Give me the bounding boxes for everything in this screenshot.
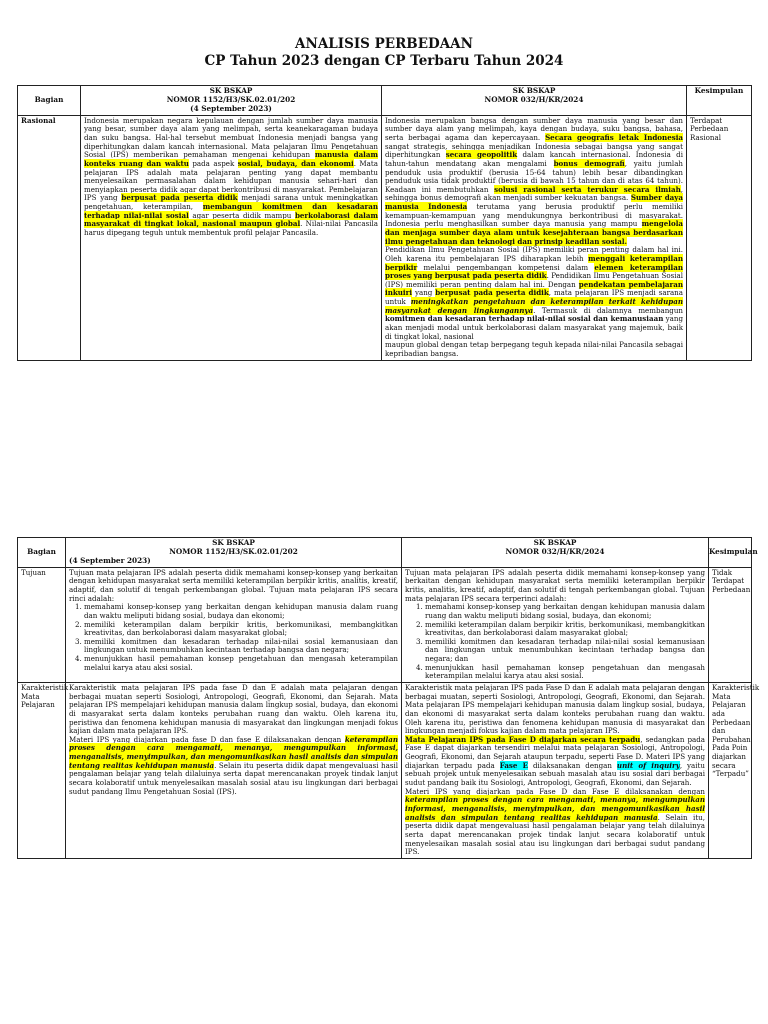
- text-segment: , sehingga bonus demografi akan menjadi sumber kekuatan bangsa.: [385, 184, 683, 203]
- highlighted-text: berpusat pada peserta didik: [121, 193, 238, 203]
- text-segment: sangat strategis, sehingga menjadikan Indonesia sebagai bangsa yang sangat diperhitungkan: [385, 141, 683, 160]
- header-old-nomor: NOMOR 1152/H3/SK.02.01/202: [169, 546, 298, 556]
- header-old: [66, 538, 402, 568]
- highlighted-text: menggali keterampilan berpikir: [385, 253, 683, 272]
- text-segment: Pendidikan Ilmu Pengetahuan Sosial (IPS) memiliki peran penting dalam hal ini. Oleh karena itu pembelajaran IPS diharapkan lebih: [385, 245, 683, 263]
- row-label: Karakteristik Mata Pelajaran: [18, 683, 66, 859]
- text-segment: menjadi sarana untuk meningkatkan pengetahuan, keterampilan,: [84, 193, 378, 212]
- list-item: 2. memiliki keterampilan dalam berpikir kritis, berkomunikasi, membangkitkan kreativitas, dan berkolaborasi dalam masyarakat global;: [425, 621, 705, 638]
- table-header: [18, 538, 752, 568]
- highlighted-text: manusia dalam konteks ruang dan waktu: [84, 150, 378, 168]
- text-segment: . Pendidikan Ilmu Pengetahuan Sosial (IPS) memiliki peran penting dalam hal ini. Dengan: [385, 271, 683, 289]
- text-segment: maupun global dengan tetap berpegang teguh kepada nilai-nilai Pancasila sebagai kepribadian bangsa.: [385, 340, 683, 358]
- text-segment: Materi IPS yang diajarkan pada Fase D dan Fase E dilaksanakan dengan: [405, 786, 705, 796]
- list-item: 4. menunjukkan hasil pemahaman konsep pengetahuan dan mengasah keterampilan melalui karya atau aksi sosial.: [84, 655, 398, 672]
- highlighted-text: pendekatan pembelajaran inkuiri: [385, 279, 684, 298]
- text-segment: . Termasuk di dalamnya membangun: [533, 305, 683, 315]
- text-segment: melalui pengembangan kompetensi dalam: [417, 262, 595, 272]
- header-old-nomor: NOMOR 1152/H3/SK.02.01/202: [166, 94, 296, 104]
- text-segment: terutama yang berusia produktif perlu memiliki kemampuan-kemampuan yang mendukungnya berkontribusi di masyarakat. Indonesia perlu menghasilkan sumber daya manusia yang mampu: [385, 202, 684, 229]
- doc-subtitle: CP Tahun 2023 dengan CP Terbaru Tahun 2024: [204, 53, 564, 69]
- cell-new: [402, 683, 709, 859]
- header-new-nomor: NOMOR 032/H/KR/2024: [505, 546, 605, 556]
- text-segment: , mata pelajaran IPS menjadi sarana untuk: [385, 288, 683, 307]
- text-segment: , yaitu sebuah projek untuk menyelesaikan sebuah masalah atau isu sosial dari berbagai sudut pandang baik itu Sosiologi, Antropologi, Geografi, Ekonomi, dan Sejarah.: [405, 760, 705, 788]
- header-old-sk: SK BSKAP: [212, 538, 255, 547]
- header-old-sk: SK BSKAP: [209, 86, 253, 95]
- new-list: [405, 603, 705, 681]
- text-segment: pada aspek: [188, 158, 238, 168]
- cell-kesimpulan: Terdapat Perbedaan Rasional: [687, 115, 752, 360]
- highlighted-text: solusi rasional serta terukur secara ilmiah: [494, 184, 681, 194]
- highlighted-text: mengelola dan menjaga sumber daya alam untuk kesejahteraan bangsa berdasarkan ilmu pengetahuan dan teknologi dan prinsip keadilan sosial.: [385, 219, 683, 246]
- text-segment: agar peserta didik mampu: [188, 210, 295, 220]
- highlighted-text: keterampilan proses dengan cara mengamati, menanya, mengumpulkan informasi, menganalisis, menyimpulkan, dan mengomunikasikan hasil analisis dan simpulan tentang realitas kehidupan manusia: [405, 795, 705, 822]
- highlighted-text: membangun komitmen dan kesadaran terhadap nilai-nilai sosial: [84, 202, 378, 220]
- old-intro: Tujuan mata pelajaran IPS adalah peserta didik memahami konsep-konsep yang berkaitan dengan kehidupan masyarakat serta memiliki keterampilan berpikir kritis, analitis, kreatif, adaptif, dan solutif di tengah perkembangan global. Tujuan mata pelajaran IPS secara rinci adalah:: [69, 567, 398, 603]
- text-segment: , yaitu jumlah penduduk usia produktif (berusia 15-64 tahun) lebih besar dibandingkan penduduk usia tidak produktif (berusia di bawah 15 tahun dan di atas 64 tahun). Keadaan ini membutuhkan: [385, 158, 683, 194]
- old-list: [69, 603, 398, 672]
- text-segment: . Mata pelajaran IPS adalah mata pelajaran penting yang dapat membantu menyelesaikan permasalahan dalam kehidupan manusia sehari-hari dan menyiapkan peserta didik agar dapat berkontribusi di masyarakat. Pembelajaran IPS yang: [84, 158, 378, 203]
- header-new: [402, 538, 709, 568]
- table-row: [18, 115, 752, 360]
- cell-old: [66, 683, 402, 859]
- doc-title: ANALISIS PERBEDAAN: [295, 36, 473, 52]
- highlighted-text: unit of inquiry: [616, 760, 680, 770]
- header-kesimpulan: Kesimpulan: [709, 538, 752, 568]
- header-new-sk: SK BSKAP: [533, 538, 577, 547]
- list-item: 2. memiliki keterampilan dalam berpikir kritis, berkomunikasi, membangkitkan kreativitas, dan berkolaborasi dalam masyarakat global;: [84, 621, 398, 638]
- list-item: 3. memiliki komitmen dan kesadaran terhadap nilai-nilai sosial kemanusiaan dan lingkungan untuk menumbuhkan kecintaan terhadap bangsa dan negara;: [84, 638, 398, 655]
- text-segment: Indonesia merupakan negara kepulauan dengan jumlah sumber daya manusia yang besar, sumber daya alam yang melimpah, serta keanekaragaman budaya dan suku bangsa. Hal-hal tersebut membuat Indonesia menjadi bangsa yang diperhitungkan dalam kancah internasional. Mata pelajaran Ilmu Pengetahuan Sosial (IPS) memberikan pemahaman mengenai kehidupan: [84, 115, 378, 160]
- highlighted-text: bonus demografi: [553, 158, 625, 168]
- header-old: [81, 86, 382, 116]
- highlighted-text: elemen keterampilan proses yang berpusat pada peserta didik: [385, 262, 684, 281]
- list-item: 1. memahami konsep-konsep yang berkaitan dengan kehidupan manusia dalam ruang dan waktu meliputi bidang sosial, budaya dan ekonomi;: [84, 603, 398, 620]
- text-segment: Karakteristik mata pelajaran IPS pada fase D dan E adalah mata pelajaran dengan berbagai muatan seperti Sosiologi, Antropologi, Geografi, Ekonomi, dan Sejarah. Mata pelajaran IPS mempelajari kehidupan manusia dalam lingkup sosial, budaya, dan ekonomi di masyarakat serta dalam konteks perubahan ruang dan waktu. Oleh karena itu, peristiwa dan fenomena kehidupan manusia di masyarakat dan lingkungan menjadi fokus kajian dalam mata pelajaran IPS.: [69, 683, 398, 736]
- header-old-date: (4 September 2023): [190, 103, 272, 113]
- highlighted-text: meningkatkan pengetahuan dan keterampilan terkait kehidupan masyarakat dengan lingkungannya: [385, 297, 683, 315]
- table-row: [18, 567, 752, 682]
- text-segment: Karakteristik mata pelajaran IPS pada Fase D dan E adalah mata pelajaran dengan berbagai muatan, seperti Sosiologi, Antropologi, Geografi, Ekonomi, dan Sejarah. Mata pelajaran IPS mempelajari kehidupan manusia dalam lingkup sosial, budaya, dan ekonomi di masyarakat serta dalam konteks perubahan ruang dan waktu. Oleh karena itu, peristiwa dan fenomena kehidupan manusia di masyarakat dan lingkungan menjadi fokus kajian dalam mata pelajaran IPS.: [405, 683, 705, 736]
- table-header: [18, 86, 752, 116]
- highlighted-text: secara geopolitik: [445, 150, 518, 160]
- header-new-sk: SK BSKAP: [512, 86, 556, 95]
- cell-old: [81, 115, 382, 360]
- text-segment: . Nilai-nilai Pancasila harus dipegang teguh untuk membentuk profil pelajar Pancasila.: [84, 219, 378, 237]
- list-item: 1. memahami konsep-konsep yang berkaitan dengan kehidupan manusia dalam ruang dan waktu meliputi bidang sosial, budaya, dan ekonomi;: [425, 603, 705, 620]
- table-row: [18, 683, 752, 859]
- text-segment: Indonesia merupakan bangsa dengan sumber daya manusia yang besar dan sumber daya alam yang melimpah, kaya dengan budaya, suku bangsa, bahasa, serta berbagai agama dan kepercayaan.: [385, 115, 683, 142]
- highlighted-text: Sumber daya manusia Indonesia: [385, 193, 683, 212]
- row-label: Rasional: [18, 115, 81, 360]
- highlighted-text: berkolaborasi dalam masyarakat di tingkat lokal, nasional maupun global: [84, 210, 378, 229]
- highlighted-text: sosial, budaya, dan ekonomi: [237, 158, 354, 168]
- header-new-nomor: NOMOR 032/H/KR/2024: [484, 94, 584, 104]
- cell-new: [402, 567, 709, 682]
- cell-kesimpulan: Tidak Terdapat Perbedaan: [709, 567, 752, 682]
- cell-new: [382, 115, 687, 360]
- table-tujuan-karakteristik: [17, 537, 760, 859]
- list-item: 4. menunjukkan hasil pemahaman konsep pengetahuan dan mengasah keterampilan melalui karya atau aksi sosial.: [425, 664, 705, 681]
- list-item: 3. memiliki komitmen dan kesadaran terhadap nilai-nilai sosial kemanusiaan dan lingkungan untuk menumbuhkan kecintaan terhadap bangsa dan negara; dan: [425, 638, 705, 664]
- row-label: Tujuan: [18, 567, 66, 682]
- text-segment: Materi IPS yang diajarkan pada fase D dan fase E dilaksanakan dengan: [69, 734, 345, 744]
- header-new: [382, 86, 687, 116]
- text-segment: . Selain itu peserta didik dapat mengevaluasi hasil pengalaman belajar yang telah dilaluinya serta dapat merencanakan proyek tindak lanjut secara kolaboratif untuk menyelesaikan masalah sosial atau isu lingkungan dari berbagai sudut pandang Ilmu Pengetahuan Sosial (IPS).: [69, 760, 399, 796]
- highlighted-text: keterampilan proses dengan cara mengamati, menanya, mengumpulkan informasi, menganalisis, menyimpulkan, dan mengomunikasikan hasil analisis dan simpulan tentang realitas kehidupan manusia: [69, 734, 398, 770]
- highlighted-text: berpusat pada peserta didik: [435, 288, 549, 298]
- header-kesimpulan: Kesimpulan: [687, 86, 752, 116]
- header-old-date: (4 September 2023): [69, 555, 151, 565]
- highlighted-text: Mata Pelajaran IPS pada Fase D diajarkan secara terpadu: [405, 734, 641, 744]
- text-segment: yang akan menjadi modal untuk berkolaborasi dalam masyarakat yang majemuk, baik di tingkat lokal, nasional: [385, 314, 683, 341]
- highlighted-text: Fase E: [499, 760, 529, 770]
- table-rasional: [17, 85, 752, 361]
- cell-old: [66, 567, 402, 682]
- new-intro: Tujuan mata pelajaran IPS adalah peserta didik memahami konsep-konsep yang berkaitan dengan kehidupan masyarakat serta memiliki keterampilan berpikir kritis, analitis, kreatif, adaptif, dan solutif di tengah perkembangan global. Tujuan mata pelajaran IPS secara terperinci adalah:: [405, 567, 705, 603]
- text-segment: dilaksanakan dengan: [528, 760, 617, 770]
- text-segment: yang: [412, 288, 436, 298]
- highlighted-text: Secara geografis letak Indonesia: [545, 132, 683, 142]
- header-bagian: Bagian: [18, 86, 81, 116]
- highlighted-text: komitmen dan kesadaran terhadap nilai-nilai sosial dan kemanusiaan: [385, 314, 664, 324]
- header-bagian: Bagian: [18, 538, 66, 568]
- text-segment: dalam kancah internasional. Indonesia di tahun-tahun mendatang akan mengalami: [385, 150, 683, 168]
- text-segment: , sedangkan pada Fase E dapat diajarkan tersendiri melalui mata pelajaran Sosiologi, Antropologi, Geografi, Ekonomi, dan Sejarah ataupun terpadu, seperti Fase D. Materi IPS yang diajarkan terpadu pada: [405, 734, 705, 770]
- text-segment: . Selain itu, peserta didik dapat mengevaluasi hasil pengalaman belajar yang telah dilaluinya serta dapat merencanakan projek tindak lanjut secara kolaboratif untuk menyelesaikan masalah sosial atau isu lingkungan dari berbagai sudut pandang IPS.: [405, 812, 705, 857]
- cell-kesimpulan: Karakteristik Mata Pelajaran ada Perbedaan dan Perubahan Pada Poin diajarkan secara “Terpadu”: [709, 683, 752, 859]
